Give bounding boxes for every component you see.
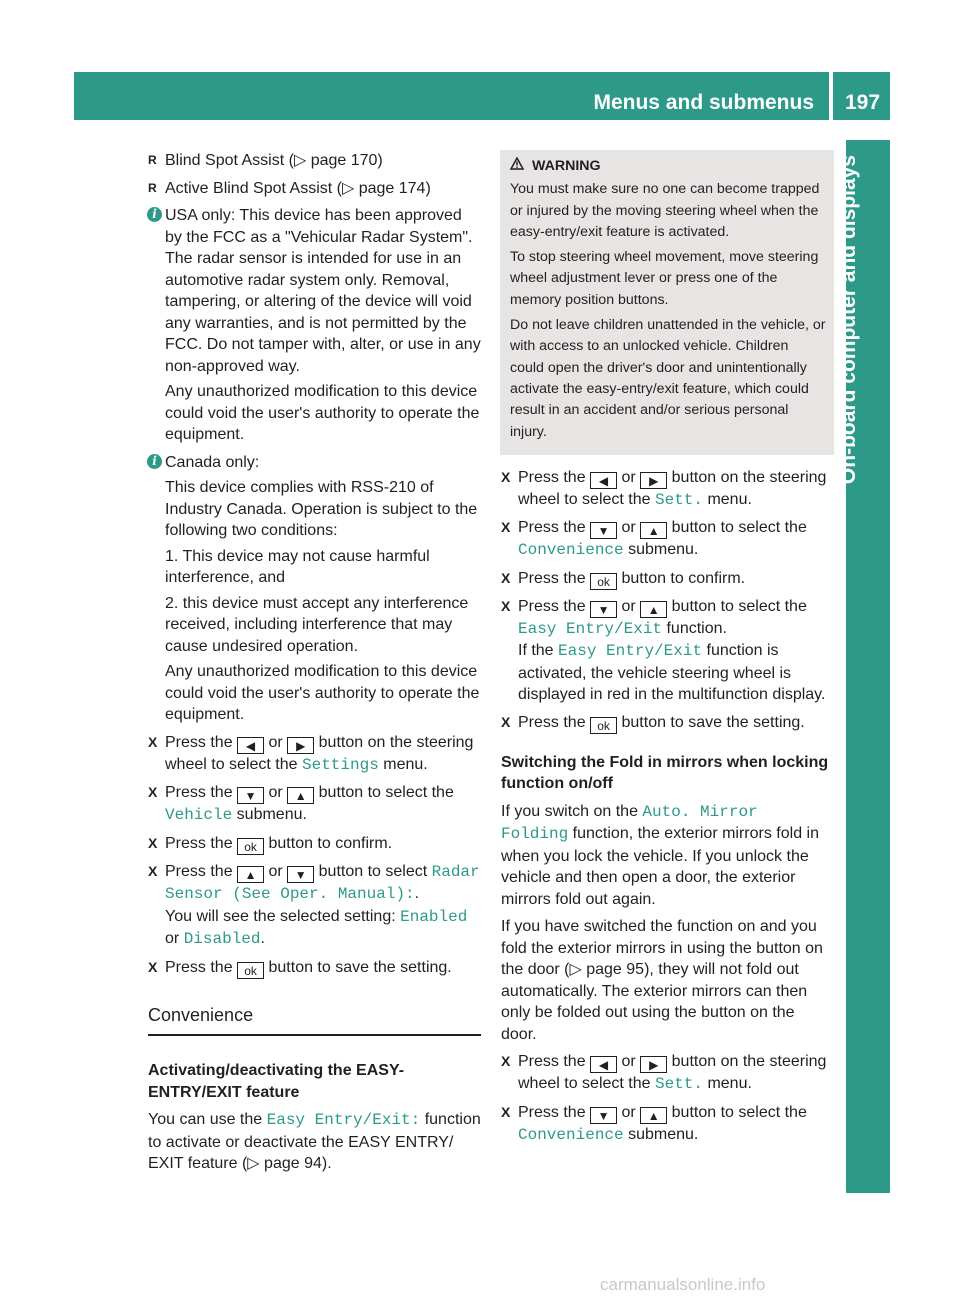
down-arrow-key-icon: ▼ — [590, 601, 617, 618]
step-text: button to select the — [671, 519, 807, 537]
step-text: or — [621, 1103, 636, 1121]
page-header — [74, 72, 890, 120]
para-text: function, the exterior mirrors fold in when you lock the vehicle. If you unlock the vehicle and then open a door, the exterior mirrors fold out again. — [501, 825, 819, 908]
right-column — [501, 150, 834, 1152]
step-text: Press the — [518, 713, 586, 731]
up-arrow-key-icon: ▲ — [640, 522, 667, 539]
step-text: or — [268, 733, 283, 751]
info-paragraph: 1. This device may not cause harmful interference, and — [165, 547, 430, 586]
step-item — [501, 712, 834, 734]
info-paragraph: This device complies with RSS-210 of Industry Canada. Operation is subject to the following two conditions: — [165, 479, 478, 539]
step-text: or — [268, 784, 283, 801]
left-column — [148, 150, 481, 1181]
step-text: . — [414, 885, 420, 902]
step-text: Press the — [165, 733, 233, 751]
left-arrow-key-icon: ◀ — [590, 472, 617, 489]
down-arrow-key-icon: ▼ — [237, 787, 264, 804]
up-arrow-key-icon: ▲ — [287, 787, 314, 804]
right-arrow-key-icon: ▶ — [287, 737, 314, 754]
ok-key-icon: ok — [237, 838, 264, 855]
setting-enabled: Enabled — [400, 907, 468, 926]
ok-key-icon: ok — [590, 573, 617, 590]
left-arrow-key-icon: ◀ — [590, 1056, 617, 1073]
section-title: Convenience — [148, 1005, 481, 1037]
info-paragraph: Canada only: — [165, 453, 260, 471]
step-text: Press the — [518, 519, 586, 537]
function-name: Auto. Mirror Folding — [501, 802, 758, 844]
step-item — [501, 1102, 834, 1147]
right-arrow-key-icon: ▶ — [640, 1056, 667, 1073]
para-text: function to activate or deactivate the EASY ENTRY/ EXIT feature (▷ page 94). — [148, 1111, 481, 1172]
step-text: function is activated, the vehicle steering wheel is displayed in red in the multifunction display. — [518, 642, 826, 704]
bullet-item: R Blind Spot Assist (▷ page 170) — [148, 150, 481, 172]
step-text: submenu. — [236, 806, 307, 823]
step-text: Press the — [518, 1103, 586, 1121]
step-text: function. — [666, 619, 727, 637]
side-tab-label: On-board computer and displays — [837, 155, 860, 485]
info-paragraph: Any unauthorized modification to this device could void the user's authority to operate the equipment. — [165, 383, 480, 443]
step-text: Press the — [518, 1053, 586, 1071]
left-arrow-key-icon: ◀ — [237, 737, 264, 754]
step-text: button on the steering wheel to select the — [518, 468, 827, 508]
header-divider — [829, 72, 833, 120]
step-text: or — [268, 862, 283, 880]
step-item — [148, 782, 481, 827]
paragraph: If you have switched the function on and you fold the exterior mirrors in using the button on the door (▷ page 95), they will not fold out automatically. The exterior mirrors can then only be folded out using the button on the door. — [501, 918, 823, 1043]
function-name: Radar Sensor (See Oper. Manual): — [165, 862, 480, 903]
sub-title: Switching the Fold in mirrors when locking function on/off — [501, 753, 829, 793]
right-arrow-key-icon: ▶ — [640, 472, 667, 489]
menu-name: Sett. — [654, 490, 703, 509]
step-item — [501, 517, 834, 562]
submenu-name: Convenience — [518, 541, 624, 560]
step-text: You will see the selected setting: — [165, 907, 396, 925]
step-text: Press the — [518, 597, 586, 615]
step-text: button to select the — [671, 597, 807, 615]
submenu-name: Vehicle — [165, 806, 233, 824]
up-arrow-key-icon: ▲ — [237, 866, 264, 883]
warning-paragraph: You must make sure no one can become trapped or injured by the moving steering wheel when the easy-entry/exit feature is activated. — [510, 181, 820, 240]
step-text: Press the — [165, 834, 233, 852]
function-name: Easy Entry/Exit — [558, 642, 703, 661]
step-item — [501, 1051, 834, 1096]
paragraph — [501, 801, 834, 911]
warning-paragraph: Do not leave children unattended in the vehicle, or with access to an unlocked vehicle. Children could open the driver's door and unintentionally activate the easy-entry/exit feature, which could result in an accident and/or serious personal injury. — [510, 317, 826, 440]
info-icon: i — [147, 454, 162, 469]
step-text: button to select — [318, 862, 428, 880]
step-item — [501, 596, 834, 706]
paragraph — [148, 1109, 481, 1175]
info-paragraph: 2. this device must accept any interference received, including interference that may cause undesired operation. — [165, 594, 469, 655]
step-text: or — [621, 519, 636, 537]
down-arrow-key-icon: ▼ — [590, 1107, 617, 1124]
step-text: button to confirm. — [268, 834, 393, 852]
sub-title: Activating/deactivating the EASY-ENTRY/EXIT feature — [148, 1062, 405, 1101]
up-arrow-key-icon: ▲ — [640, 1107, 667, 1124]
para-text: You can use the — [148, 1111, 263, 1128]
step-text: button to select the — [318, 784, 454, 801]
function-name: Easy Entry/Exit — [518, 619, 663, 638]
step-text: button on the steering wheel to select the — [165, 733, 474, 773]
step-text: submenu. — [628, 541, 699, 559]
step-text: Press the — [165, 958, 233, 976]
info-usa — [148, 205, 481, 446]
info-canada — [148, 452, 481, 726]
step-text: Press the — [165, 862, 233, 880]
bullet-item: R Active Blind Spot Assist (▷ page 174) — [148, 178, 481, 200]
step-text: or — [621, 468, 636, 486]
step-text: Press the — [518, 569, 586, 587]
step-text: submenu. — [628, 1125, 699, 1143]
step-text: button to select the — [671, 1103, 807, 1121]
step-text: button on the steering wheel to select the — [518, 1053, 827, 1093]
step-text: or — [621, 1053, 636, 1071]
step-text: button to save the setting. — [621, 713, 805, 731]
step-text: Press the — [165, 784, 233, 801]
step-item — [148, 833, 481, 855]
warning-paragraph: To stop steering wheel movement, move steering wheel adjustment lever or press one of the memory position buttons. — [510, 249, 819, 308]
info-icon: i — [147, 207, 162, 222]
header-title: Menus and submenus — [593, 91, 814, 114]
submenu-name: Convenience — [518, 1125, 624, 1144]
menu-name: Sett. — [654, 1075, 703, 1094]
step-item — [148, 861, 481, 951]
menu-name: Settings — [301, 755, 379, 774]
step-item — [148, 957, 481, 979]
step-text: button to confirm. — [621, 569, 746, 587]
warning-box — [500, 150, 834, 455]
up-arrow-key-icon: ▲ — [640, 601, 667, 618]
step-text: menu. — [707, 490, 752, 508]
step-text: button to save the setting. — [268, 958, 452, 976]
step-text: . — [260, 930, 265, 947]
step-text: or — [621, 597, 636, 615]
page-number: 197 — [845, 91, 881, 114]
step-text: menu. — [383, 755, 428, 773]
info-paragraph: USA only: This device has been approved by the FCC as a "Vehicular Radar System". The radar sensor is intended for use in an automotive radar system only. Removal, tampering, or altering of the device will void any warranties, and is not permitted by the FCC. Do not tamper with, alter, or use in any non-approved way. — [165, 207, 481, 375]
watermark: carmanualsonline.info — [600, 1275, 766, 1294]
step-item — [501, 568, 834, 590]
step-item — [501, 467, 834, 512]
warning-triangle-icon — [510, 156, 524, 177]
step-text: menu. — [707, 1075, 752, 1093]
function-name: Easy Entry/Exit: — [266, 1111, 421, 1129]
down-arrow-key-icon: ▼ — [287, 866, 314, 883]
warning-heading — [510, 156, 826, 177]
step-item — [148, 732, 481, 777]
ok-key-icon: ok — [237, 962, 264, 979]
para-text: If you switch on the — [501, 802, 638, 820]
step-text: or — [165, 930, 180, 947]
warning-heading-text: WARNING — [532, 158, 601, 174]
down-arrow-key-icon: ▼ — [590, 522, 617, 539]
step-text: Press the — [518, 468, 586, 486]
setting-disabled: Disabled — [183, 930, 261, 948]
ok-key-icon: ok — [590, 717, 617, 734]
step-text: If the — [518, 642, 554, 660]
info-paragraph: Any unauthorized modification to this device could void the user's authority to operate the equipment. — [165, 663, 480, 723]
